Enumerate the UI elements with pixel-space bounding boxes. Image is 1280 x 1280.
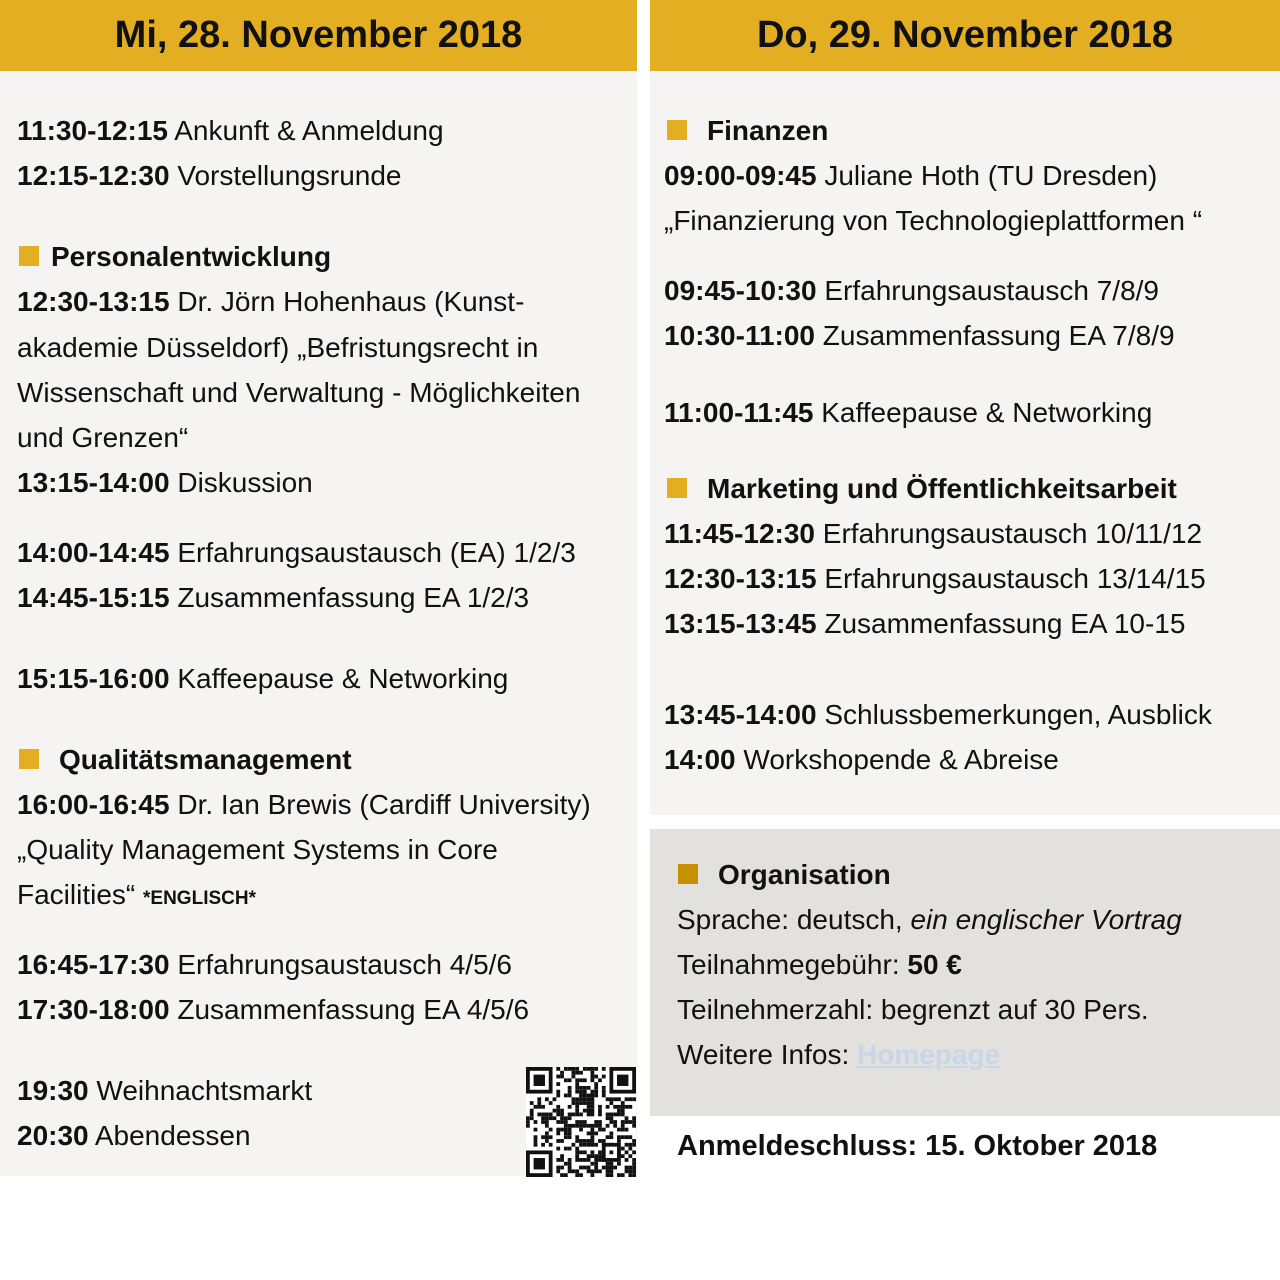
schedule-time: 20:30 (17, 1120, 89, 1151)
schedule-time: 14:00 (664, 744, 736, 775)
schedule-item (664, 396, 1152, 430)
schedule-text: Ankunft & Anmeldung (174, 115, 444, 146)
bullet-square-icon (19, 749, 39, 769)
participants-info: Teilnehmerzahl: begrenzt auf 30 Pers. (677, 994, 1149, 1025)
schedule-text: Schlussbemerkungen, Ausblick (824, 699, 1212, 730)
talk-text: akademie Düsseldorf) „Befristungsrecht in (17, 332, 539, 363)
schedule-time: 12:30-13:15 (664, 563, 817, 594)
schedule-text: Kaffeepause & Networking (821, 397, 1153, 428)
day1-column (0, 0, 637, 1176)
schedule-text: Erfahrungsaustausch (EA) 1/2/3 (177, 537, 576, 568)
talk-text: „Quality Management Systems in Core (17, 834, 498, 865)
schedule-item (17, 662, 508, 696)
schedule-text: Zusammenfassung EA 7/8/9 (822, 320, 1175, 351)
schedule-time: 12:15-12:30 (17, 160, 170, 191)
talk-entry (664, 159, 1157, 193)
schedule-item (17, 1119, 251, 1153)
schedule-item (17, 159, 402, 193)
section-heading: Finanzen (667, 114, 828, 148)
schedule-text: Vorstellungsrunde (177, 160, 402, 191)
schedule-time: 11:45-12:30 (664, 518, 816, 549)
day2-header: Do, 29. November 2018 (650, 0, 1280, 71)
schedule-text: Erfahrungsaustausch 4/5/6 (177, 949, 513, 980)
schedule-text: Erfahrungsaustausch 7/8/9 (824, 275, 1160, 306)
schedule-time: 15:15-16:00 (17, 663, 170, 694)
schedule-text: Kaffeepause & Networking (177, 663, 509, 694)
schedule-item (664, 562, 1206, 596)
schedule-time: 16:45-17:30 (17, 949, 170, 980)
section-heading: Personalentwicklung (19, 240, 331, 274)
schedule-item (664, 319, 1175, 353)
schedule-text: Weihnachtsmarkt (96, 1075, 313, 1106)
fee-info: Teilnahmegebühr: 50 € (677, 949, 962, 980)
talk-text: Dr. Ian Brewis (Cardiff University) (177, 789, 591, 820)
talk-entry (17, 285, 524, 319)
bullet-square-icon (667, 478, 687, 498)
schedule-item (664, 274, 1159, 308)
qr-code[interactable] (526, 1067, 636, 1177)
schedule-time: 19:30 (17, 1075, 89, 1106)
bullet-square-icon (19, 246, 39, 266)
section-heading: Marketing und Öffentlichkeitsarbeit (667, 472, 1177, 506)
schedule-time: 09:00-09:45 (664, 160, 817, 191)
schedule-item (17, 581, 529, 615)
schedule-time: 13:15-14:00 (17, 467, 170, 498)
registration-deadline: Anmeldeschluss: 15. Oktober 2018 (677, 1130, 1158, 1162)
talk-entry (17, 788, 591, 822)
schedule-text: Erfahrungsaustausch 10/11/12 (822, 518, 1203, 549)
schedule-time: 09:45-10:30 (664, 275, 817, 306)
schedule-time: 11:30-12:15 (17, 115, 169, 146)
day2-column (650, 0, 1280, 815)
schedule-item (17, 536, 576, 570)
schedule-item (17, 114, 444, 148)
qr-code-icon (526, 1067, 636, 1177)
section-heading: Organisation (678, 858, 891, 892)
talk-entry (17, 878, 256, 916)
schedule-text: Zusammenfassung EA 10-15 (824, 608, 1186, 639)
bullet-square-icon (678, 864, 698, 884)
talk-text: „Finanzierung von Technologieplattformen “ (664, 205, 1203, 236)
schedule-text: Workshopende & Abreise (743, 744, 1059, 775)
homepage-link[interactable]: Homepage (857, 1039, 1001, 1070)
talk-text: Dr. Jörn Hohenhaus (Kunst- (177, 286, 525, 317)
language-info: Sprache: deutsch, ein englischer Vortrag (677, 904, 1182, 935)
organisation-panel (650, 829, 1280, 1116)
schedule-time: 17:30-18:00 (17, 994, 170, 1025)
more-info: Weitere Infos: Homepage (677, 1039, 1001, 1070)
schedule-time: 13:45-14:00 (664, 699, 817, 730)
schedule-text: Zusammenfassung EA 1/2/3 (177, 582, 530, 613)
schedule-item (664, 743, 1059, 777)
schedule-item (664, 607, 1185, 641)
talk-text: Juliane Hoth (TU Dresden) (824, 160, 1158, 191)
schedule-text: Abendessen (94, 1120, 251, 1151)
schedule-text: Erfahrungsaustausch 13/14/15 (824, 563, 1206, 594)
schedule-time: 11:00-11:45 (664, 397, 814, 428)
talk-text: Wissenschaft und Verwaltung - Möglichkeiten (17, 377, 581, 408)
schedule-item (17, 466, 313, 500)
section-heading: Qualitätsmanagement (19, 743, 352, 777)
schedule-item (664, 517, 1202, 551)
schedule-item (664, 698, 1212, 732)
talk-text: und Grenzen“ (17, 422, 189, 453)
schedule-time: 16:00-16:45 (17, 789, 170, 820)
schedule-time: 13:15-13:45 (664, 608, 817, 639)
schedule-item (17, 948, 512, 982)
day1-header: Mi, 28. November 2018 (0, 0, 637, 71)
fee-value: 50 € (907, 949, 962, 980)
schedule-time: 10:30-11:00 (664, 320, 816, 351)
schedule-text: Diskussion (177, 467, 313, 498)
bullet-square-icon (667, 120, 687, 140)
schedule-time: 14:00-14:45 (17, 537, 170, 568)
schedule-text: Zusammenfassung EA 4/5/6 (177, 994, 530, 1025)
schedule-item (17, 993, 529, 1027)
schedule-item (17, 1074, 312, 1108)
language-note: *ENGLISCH* (143, 888, 256, 909)
talk-text: Facilities“ (17, 879, 136, 910)
schedule-time: 12:30-13:15 (17, 286, 170, 317)
schedule-time: 14:45-15:15 (17, 582, 170, 613)
